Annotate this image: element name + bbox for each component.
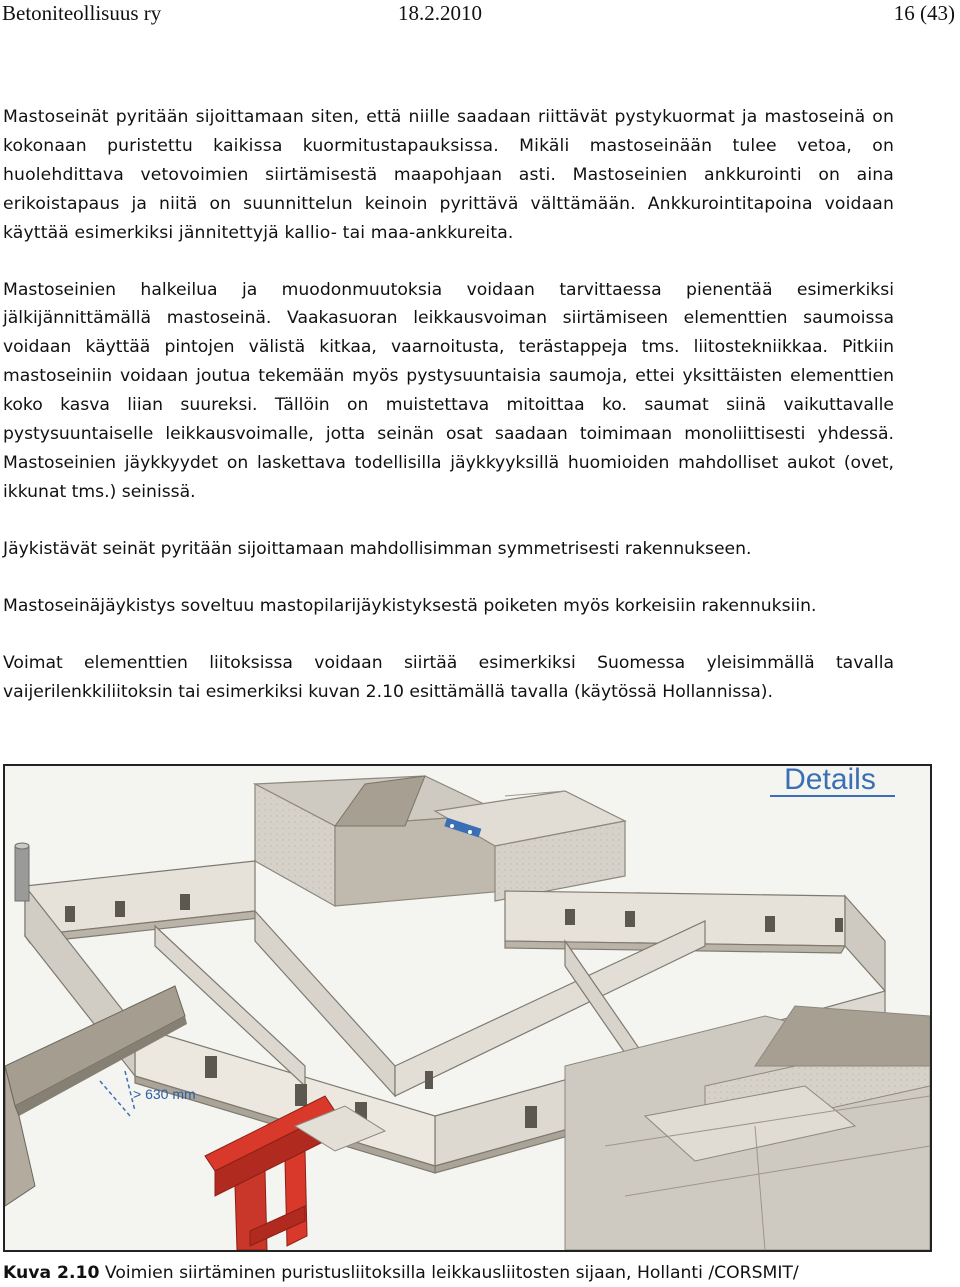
header-page-number: 16 (43) [893, 1, 955, 25]
paragraph-anchoring: Mastoseinät pyritään sijoittamaan siten, että niille saadaan riittävät pystykuormat ja mastoseinä on kokonaan puristettu kaikissa kuormitustapauksissa. Mikäli mastoseinään tulee vetoa, on huolehdittava vetovoimien siirtämisestä maapohjaan asti. Mastoseinien ankkurointi on aina erikoistapaus ja niitä on suunnittelun keinoin pyrittävä välttämään. Ankkurointitapoina voidaan käyttää esimerkiksi jännitettyjä kallio- tai maa-ankkureita. [3, 107, 894, 243]
paragraph-symmetry: Jäykistävät seinät pyritään sijoittamaan mahdollisimman symmetrisesti rakennukseen. [3, 538, 752, 559]
header-organization: Betoniteollisuus ry [2, 1, 162, 25]
caption-label: Kuva 2.10 [3, 1263, 100, 1283]
dimension-label: > 630 mm [133, 1086, 196, 1102]
red-steel-detail [205, 1096, 385, 1250]
paragraph-connections: Voimat elementtien liitoksissa voidaan siirtää esimerkiksi Suomessa yleisimmällä tavalla vaijerilenkkiliitoksin tai esimerkiksi kuvan 2.10 esittämällä tavalla (käytössä Hollannissa). [3, 652, 894, 702]
body-text [3, 103, 894, 734]
paragraph-tall-buildings: Mastoseinäjäykistys soveltuu mastopilarijäykistyksestä poiketen myös korkeisiin rakennuksiin. [3, 595, 817, 616]
paragraph-cracking: Mastoseinien halkeilua ja muodonmuutoksia voidaan tarvittaessa pienentää esimerkiksi jälkijännittämällä mastoseinä. Vaakasuoran leikkausvoiman siirtämiseen elementtien saumoissa voidaan käyttää pintojen välistä kitkaa, vaarnoitusta, terästappeja tms. liitostekniikkaa. Pitkiin mastoseiniin voidaan joutua tekemään myös pystysuuntaisia saumoja, ettei yksittäisten elementtien koko kasva liian suureksi. Tällöin on muistettava mitoittaa ko. saumat siinä vaikuttavalle pystysuuntaiselle leikkausvoimalle, jotta seinän osat saadaan toimimaan monoliittisesti yhdessä. Mastoseinien jäykkyydet on laskettava todellisilla jäykkyyksillä huomioiden mahdolliset aukot (ovet, ikkunat tms.) seinissä. [3, 279, 894, 502]
steel-column [15, 843, 29, 901]
figure-caption [3, 1259, 960, 1287]
building-illustration [5, 766, 930, 1250]
page-header [0, 0, 960, 30]
figure-2-10 [3, 764, 932, 1252]
caption-text: Voimien siirtäminen puristusliitoksilla leikkausliitosten sijaan, Hollanti /CORSMIT/ [99, 1263, 799, 1283]
header-date: 18.2.2010 [398, 1, 482, 25]
details-label: Details [784, 766, 876, 796]
